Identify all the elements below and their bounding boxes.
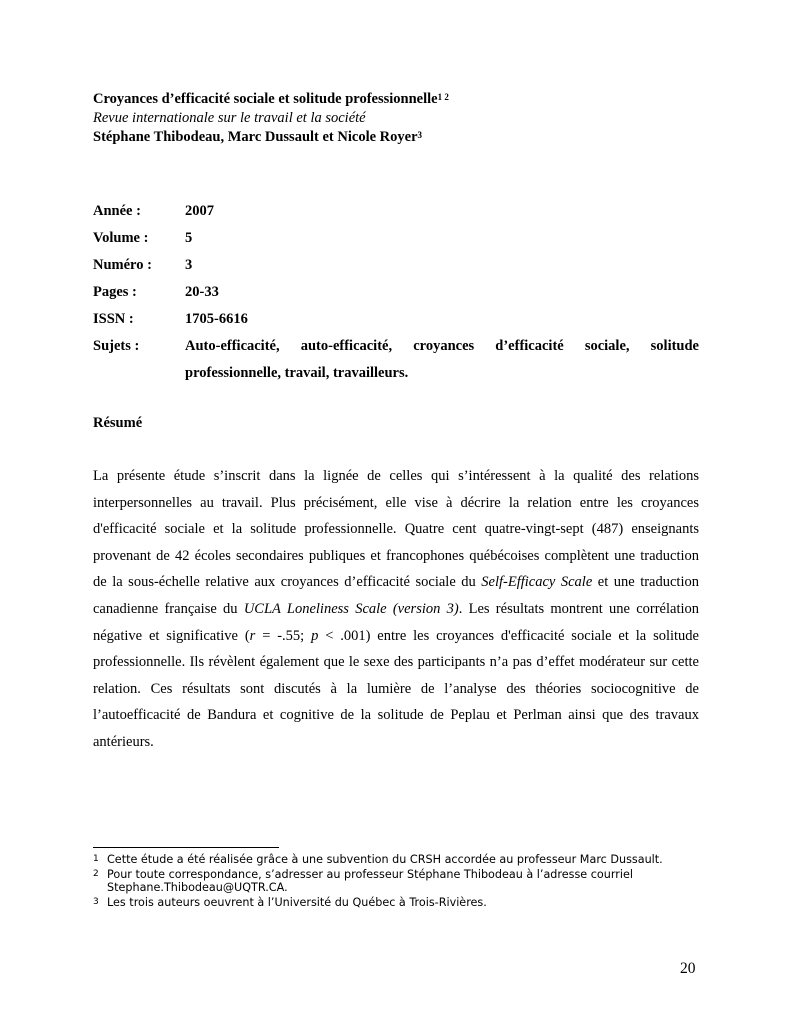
footnote-separator — [93, 847, 279, 848]
meta-number — [93, 252, 699, 279]
footnote-2-text: Pour toute correspondance, s’adresser au professeur Stéphane Thibodeau à l’adresse courriel Stephane.Thibodeau@UQTR.CA. — [107, 867, 633, 895]
meta-volume — [93, 225, 699, 252]
meta-issn-label: ISSN : — [93, 311, 134, 327]
meta-volume-label: Volume : — [93, 230, 149, 246]
abstract-part-5: < .001) entre les croyances d'efficacité sociale et la solitude professionnelle. Ils révèlent également que le sexe des participants n’a pas d’effet modérateur sur cette relation. Ces résultats sont discutés à la lumière de l’analyse des théories sociocognitive de l’autoefficacité de Bandura et cognitive de la solitude de Peplau et Perlman ainsi que des travaux antérieurs. — [93, 627, 699, 750]
abstract-p-symbol: p — [311, 627, 319, 644]
meta-year-value: 2007 — [185, 203, 214, 219]
meta-number-label: Numéro : — [93, 257, 152, 273]
footnote-1 — [93, 853, 693, 867]
footnotes — [93, 853, 693, 910]
meta-issn-value: 1705-6616 — [185, 311, 248, 327]
authors-footnote-ref: 3 — [417, 130, 423, 140]
footnote-1-text: Cette étude a été réalisée grâce à une subvention du CRSH accordée au professeur Marc Dussault. — [107, 853, 663, 866]
article-metadata — [93, 198, 699, 387]
authors — [93, 128, 713, 147]
meta-pages-label: Pages : — [93, 284, 137, 300]
meta-subjects — [93, 333, 699, 387]
meta-number-value: 3 — [185, 257, 193, 273]
meta-subjects-value: Auto-efficacité, auto-efficacité, croyances d’efficacité sociale, solitude professionnelle, travail, travailleurs. — [185, 338, 699, 381]
meta-subjects-label: Sujets : — [93, 338, 140, 354]
abstract-body — [93, 463, 699, 756]
footnote-1-number: 1 — [93, 854, 99, 864]
meta-volume-value: 5 — [185, 230, 193, 246]
abstract-part-3: . Les résultats montrent une corrélation négative et significative ( — [93, 600, 700, 644]
meta-issn — [93, 306, 699, 333]
authors-text: Stéphane Thibodeau, Marc Dussault et Nicole Royer — [93, 129, 418, 145]
meta-pages — [93, 279, 699, 306]
journal-name: Revue internationale sur le travail et la société — [93, 110, 366, 126]
article-title — [93, 90, 713, 109]
abstract-part-2: et une traduction canadienne française du — [93, 574, 699, 617]
abstract-scale-2: UCLA Loneliness Scale (version 3) — [243, 600, 459, 617]
abstract-heading: Résumé — [93, 415, 143, 431]
abstract-part-1: La présente étude s’inscrit dans la lignée de celles qui s’intéressent à la qualité des relations interpersonnelles au travail. Plus précisément, elle vise à décrire la relation entre les croyances d'efficacité sociale et la solitude professionnelle. Quatre cent quatre-vingt-sept (487) enseignants provenant de 42 écoles secondaires publiques et francophones québécoises complètent une traduction de la sous-échelle relative aux croyances d’efficacité sociale du — [93, 468, 699, 591]
abstract-r-symbol: r — [249, 627, 256, 644]
meta-year-label: Année : — [93, 203, 141, 219]
footnote-3-text: Les trois auteurs oeuvrent à l’Université du Québec à Trois-Rivières. — [107, 895, 487, 909]
footnote-2 — [93, 868, 693, 895]
footnote-3-number: 3 — [93, 896, 99, 907]
page-number: 20 — [680, 960, 696, 977]
abstract-scale-1: Self-Efficacy Scale — [481, 574, 593, 591]
meta-pages-value: 20-33 — [185, 284, 219, 300]
article-title-text: Croyances d’efficacité sociale et solitude professionnelle — [93, 91, 438, 107]
meta-year — [93, 198, 699, 225]
footnote-3 — [93, 896, 693, 910]
article-header — [93, 90, 713, 147]
title-footnote-refs: 1 2 — [437, 92, 449, 102]
abstract-part-4: = -.55; — [255, 627, 312, 644]
footnote-2-number: 2 — [93, 868, 99, 879]
